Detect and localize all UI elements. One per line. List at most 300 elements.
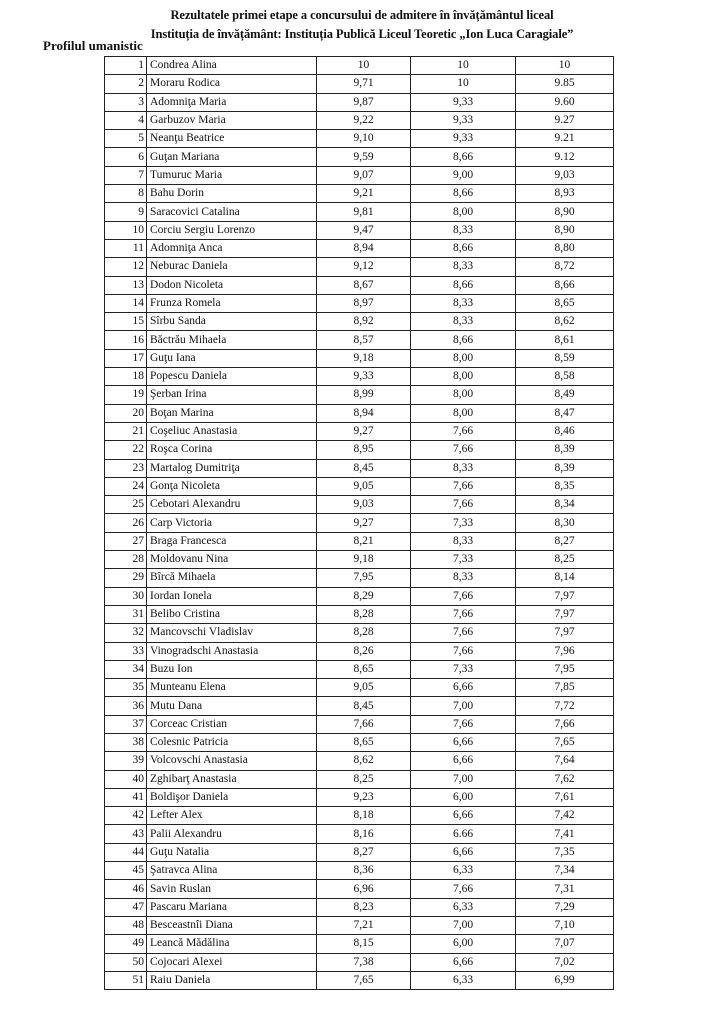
row-number: 2 bbox=[105, 75, 147, 93]
row-number: 5 bbox=[105, 130, 147, 148]
table-row bbox=[105, 368, 614, 386]
final-score: 7,10 bbox=[516, 916, 614, 934]
score-b: 6,33 bbox=[411, 898, 516, 916]
final-score: 8,34 bbox=[516, 496, 614, 514]
score-b: 8,00 bbox=[411, 404, 516, 422]
candidate-name: Guţu Iana bbox=[147, 349, 317, 367]
candidate-name: Palii Alexandru bbox=[147, 825, 317, 843]
candidate-name: Frunza Romela bbox=[147, 294, 317, 312]
score-b: 6,00 bbox=[411, 935, 516, 953]
candidate-name: Cebotari Alexandru bbox=[147, 496, 317, 514]
score-b: 7,66 bbox=[411, 587, 516, 605]
final-score: 7,35 bbox=[516, 843, 614, 861]
score-a: 9,71 bbox=[317, 75, 411, 93]
score-b: 7,66 bbox=[411, 715, 516, 733]
score-b: 7,66 bbox=[411, 642, 516, 660]
final-score: 8,90 bbox=[516, 203, 614, 221]
table-row bbox=[105, 733, 614, 751]
score-b: 9,00 bbox=[411, 166, 516, 184]
score-a: 8,21 bbox=[317, 532, 411, 550]
score-a: 10 bbox=[317, 57, 411, 75]
score-b: 6,66 bbox=[411, 807, 516, 825]
final-score: 8,49 bbox=[516, 386, 614, 404]
table-row bbox=[105, 185, 614, 203]
table-row bbox=[105, 624, 614, 642]
final-score: 8,25 bbox=[516, 551, 614, 569]
score-a: 8,57 bbox=[317, 331, 411, 349]
score-b: 8,00 bbox=[411, 203, 516, 221]
row-number: 32 bbox=[105, 624, 147, 642]
table-row bbox=[105, 605, 614, 623]
score-b: 8,33 bbox=[411, 459, 516, 477]
final-score: 7,31 bbox=[516, 880, 614, 898]
table-row bbox=[105, 294, 614, 312]
score-a: 8,67 bbox=[317, 276, 411, 294]
table-row bbox=[105, 807, 614, 825]
score-b: 8,66 bbox=[411, 331, 516, 349]
row-number: 10 bbox=[105, 221, 147, 239]
final-score: 7,34 bbox=[516, 862, 614, 880]
table-row bbox=[105, 532, 614, 550]
score-b: 7,66 bbox=[411, 477, 516, 495]
score-b: 6,66 bbox=[411, 843, 516, 861]
row-number: 8 bbox=[105, 185, 147, 203]
score-b: 10 bbox=[411, 57, 516, 75]
score-b: 7,66 bbox=[411, 624, 516, 642]
score-b: 8,33 bbox=[411, 258, 516, 276]
score-b: 7,66 bbox=[411, 605, 516, 623]
score-b: 7,00 bbox=[411, 770, 516, 788]
score-b: 8,00 bbox=[411, 386, 516, 404]
score-a: 8,94 bbox=[317, 404, 411, 422]
candidate-name: Guţan Mariana bbox=[147, 148, 317, 166]
candidate-name: Roşca Corina bbox=[147, 441, 317, 459]
final-score: 7,07 bbox=[516, 935, 614, 953]
table-row bbox=[105, 862, 614, 880]
score-a: 8,94 bbox=[317, 239, 411, 257]
row-number: 20 bbox=[105, 404, 147, 422]
row-number: 15 bbox=[105, 313, 147, 331]
candidate-name: Dodon Nicoleta bbox=[147, 276, 317, 294]
table-row bbox=[105, 697, 614, 715]
candidate-name: Zghibarţ Anastasia bbox=[147, 770, 317, 788]
row-number: 11 bbox=[105, 239, 147, 257]
score-a: 8,28 bbox=[317, 605, 411, 623]
score-a: 9,87 bbox=[317, 93, 411, 111]
candidate-name: Bîrcă Mihaela bbox=[147, 569, 317, 587]
score-a: 8,45 bbox=[317, 459, 411, 477]
table-row bbox=[105, 825, 614, 843]
candidate-name: Vinogradschi Anastasia bbox=[147, 642, 317, 660]
score-a: 8,15 bbox=[317, 935, 411, 953]
final-score: 7,72 bbox=[516, 697, 614, 715]
score-a: 8,45 bbox=[317, 697, 411, 715]
candidate-name: Martalog Dumitriţa bbox=[147, 459, 317, 477]
table-row bbox=[105, 898, 614, 916]
table-row bbox=[105, 331, 614, 349]
final-score: 8,39 bbox=[516, 441, 614, 459]
score-a: 9,12 bbox=[317, 258, 411, 276]
candidate-name: Adomniţa Maria bbox=[147, 93, 317, 111]
institution-title: Instituția de învățământ: Instituția Publică Liceul Teoretic „Ion Luca Caragiale” bbox=[150, 27, 574, 41]
table-row bbox=[105, 514, 614, 532]
table-row bbox=[105, 770, 614, 788]
score-b: 8,33 bbox=[411, 294, 516, 312]
row-number: 14 bbox=[105, 294, 147, 312]
final-score: 8,90 bbox=[516, 221, 614, 239]
score-b: 7,66 bbox=[411, 441, 516, 459]
final-score: 8,39 bbox=[516, 459, 614, 477]
table-row bbox=[105, 953, 614, 971]
row-number: 17 bbox=[105, 349, 147, 367]
candidate-name: Pascaru Mariana bbox=[147, 898, 317, 916]
candidate-name: Cojocari Alexei bbox=[147, 953, 317, 971]
candidate-name: Coşeliuc Anastasia bbox=[147, 422, 317, 440]
profile-label: Profilul umanistic bbox=[43, 38, 143, 53]
candidate-name: Guţu Natalia bbox=[147, 843, 317, 861]
row-number: 40 bbox=[105, 770, 147, 788]
row-number: 21 bbox=[105, 422, 147, 440]
row-number: 7 bbox=[105, 166, 147, 184]
final-score: 10 bbox=[516, 57, 614, 75]
score-a: 8,18 bbox=[317, 807, 411, 825]
score-b: 7,00 bbox=[411, 916, 516, 934]
row-number: 26 bbox=[105, 514, 147, 532]
table-row bbox=[105, 935, 614, 953]
row-number: 44 bbox=[105, 843, 147, 861]
score-a: 8,29 bbox=[317, 587, 411, 605]
score-b: 7,66 bbox=[411, 880, 516, 898]
row-number: 28 bbox=[105, 551, 147, 569]
score-a: 7,65 bbox=[317, 971, 411, 989]
row-number: 50 bbox=[105, 953, 147, 971]
score-b: 8,33 bbox=[411, 569, 516, 587]
row-number: 36 bbox=[105, 697, 147, 715]
score-b: 9,33 bbox=[411, 93, 516, 111]
final-score: 7,65 bbox=[516, 733, 614, 751]
table-row bbox=[105, 715, 614, 733]
score-a: 8,92 bbox=[317, 313, 411, 331]
table-row bbox=[105, 75, 614, 93]
row-number: 24 bbox=[105, 477, 147, 495]
candidate-name: Besceastnîi Diana bbox=[147, 916, 317, 934]
row-number: 47 bbox=[105, 898, 147, 916]
table-row bbox=[105, 203, 614, 221]
score-b: 8,66 bbox=[411, 276, 516, 294]
candidate-name: Şatravca Alina bbox=[147, 862, 317, 880]
final-score: 8,72 bbox=[516, 258, 614, 276]
table-row bbox=[105, 551, 614, 569]
row-number: 39 bbox=[105, 752, 147, 770]
table-row bbox=[105, 386, 614, 404]
final-score: 9.85 bbox=[516, 75, 614, 93]
final-score: 9.27 bbox=[516, 111, 614, 129]
table-row bbox=[105, 57, 614, 75]
score-a: 9,05 bbox=[317, 679, 411, 697]
final-score: 7,96 bbox=[516, 642, 614, 660]
table-row bbox=[105, 422, 614, 440]
table-row bbox=[105, 239, 614, 257]
score-b: 7,33 bbox=[411, 514, 516, 532]
final-score: 8,14 bbox=[516, 569, 614, 587]
score-a: 9,33 bbox=[317, 368, 411, 386]
final-score: 7,85 bbox=[516, 679, 614, 697]
candidate-name: Moldovanu Nina bbox=[147, 551, 317, 569]
row-number: 4 bbox=[105, 111, 147, 129]
row-number: 13 bbox=[105, 276, 147, 294]
row-number: 19 bbox=[105, 386, 147, 404]
candidate-name: Condrea Alina bbox=[147, 57, 317, 75]
row-number: 35 bbox=[105, 679, 147, 697]
final-score: 7,66 bbox=[516, 715, 614, 733]
score-b: 8,66 bbox=[411, 148, 516, 166]
final-score: 7,97 bbox=[516, 605, 614, 623]
score-a: 8,23 bbox=[317, 898, 411, 916]
table-row bbox=[105, 788, 614, 806]
candidate-name: Corciu Sergiu Lorenzo bbox=[147, 221, 317, 239]
final-score: 7,62 bbox=[516, 770, 614, 788]
score-b: 10 bbox=[411, 75, 516, 93]
table-row bbox=[105, 166, 614, 184]
score-a: 7,95 bbox=[317, 569, 411, 587]
candidate-name: Buzu Ion bbox=[147, 660, 317, 678]
score-a: 9,21 bbox=[317, 185, 411, 203]
row-number: 3 bbox=[105, 93, 147, 111]
table-row bbox=[105, 660, 614, 678]
final-score: 8,66 bbox=[516, 276, 614, 294]
row-number: 30 bbox=[105, 587, 147, 605]
candidate-name: Belibo Cristina bbox=[147, 605, 317, 623]
row-number: 16 bbox=[105, 331, 147, 349]
candidate-name: Neanţu Beatrice bbox=[147, 130, 317, 148]
score-b: 7,00 bbox=[411, 697, 516, 715]
final-score: 6,99 bbox=[516, 971, 614, 989]
row-number: 27 bbox=[105, 532, 147, 550]
table-row bbox=[105, 441, 614, 459]
row-number: 6 bbox=[105, 148, 147, 166]
table-row bbox=[105, 880, 614, 898]
score-a: 8,27 bbox=[317, 843, 411, 861]
row-number: 43 bbox=[105, 825, 147, 843]
candidate-name: Bahu Dorin bbox=[147, 185, 317, 203]
table-row bbox=[105, 752, 614, 770]
row-number: 33 bbox=[105, 642, 147, 660]
final-score: 8,80 bbox=[516, 239, 614, 257]
table-row bbox=[105, 459, 614, 477]
candidate-name: Leancă Mădălina bbox=[147, 935, 317, 953]
table-row bbox=[105, 313, 614, 331]
candidate-name: Gonţa Nicoleta bbox=[147, 477, 317, 495]
score-a: 9,22 bbox=[317, 111, 411, 129]
table-row bbox=[105, 843, 614, 861]
score-a: 9,18 bbox=[317, 349, 411, 367]
score-a: 9,03 bbox=[317, 496, 411, 514]
table-row bbox=[105, 679, 614, 697]
table-row bbox=[105, 221, 614, 239]
row-number: 22 bbox=[105, 441, 147, 459]
score-b: 8,33 bbox=[411, 221, 516, 239]
final-score: 7,97 bbox=[516, 624, 614, 642]
score-b: 7,66 bbox=[411, 496, 516, 514]
candidate-name: Boldişor Daniela bbox=[147, 788, 317, 806]
final-score: 8,30 bbox=[516, 514, 614, 532]
table-row bbox=[105, 93, 614, 111]
score-b: 8,66 bbox=[411, 239, 516, 257]
candidate-name: Saracovici Catalina bbox=[147, 203, 317, 221]
score-a: 9,10 bbox=[317, 130, 411, 148]
final-score: 9.21 bbox=[516, 130, 614, 148]
candidate-name: Corceac Cristian bbox=[147, 715, 317, 733]
row-number: 48 bbox=[105, 916, 147, 934]
candidate-name: Sîrbu Sanda bbox=[147, 313, 317, 331]
candidate-name: Iordan Ionela bbox=[147, 587, 317, 605]
score-b: 6.66 bbox=[411, 825, 516, 843]
score-b: 7,33 bbox=[411, 551, 516, 569]
candidate-name: Boţan Marina bbox=[147, 404, 317, 422]
row-number: 1 bbox=[105, 57, 147, 75]
table-row bbox=[105, 258, 614, 276]
score-a: 9,07 bbox=[317, 166, 411, 184]
final-score: 8,58 bbox=[516, 368, 614, 386]
table-row bbox=[105, 971, 614, 989]
score-a: 8,36 bbox=[317, 862, 411, 880]
score-b: 6,66 bbox=[411, 953, 516, 971]
score-b: 6,66 bbox=[411, 733, 516, 751]
row-number: 37 bbox=[105, 715, 147, 733]
score-a: 9,18 bbox=[317, 551, 411, 569]
score-b: 6,66 bbox=[411, 679, 516, 697]
score-a: 9,27 bbox=[317, 422, 411, 440]
row-number: 23 bbox=[105, 459, 147, 477]
final-score: 8,62 bbox=[516, 313, 614, 331]
candidate-name: Lefter Alex bbox=[147, 807, 317, 825]
score-a: 8,62 bbox=[317, 752, 411, 770]
final-score: 7,64 bbox=[516, 752, 614, 770]
score-a: 9,81 bbox=[317, 203, 411, 221]
table-row bbox=[105, 349, 614, 367]
score-a: 6,96 bbox=[317, 880, 411, 898]
score-a: 8,65 bbox=[317, 660, 411, 678]
score-a: 9,59 bbox=[317, 148, 411, 166]
candidate-name: Volcovschi Anastasia bbox=[147, 752, 317, 770]
row-number: 42 bbox=[105, 807, 147, 825]
score-b: 8,66 bbox=[411, 185, 516, 203]
final-score: 8,35 bbox=[516, 477, 614, 495]
final-score: 7,42 bbox=[516, 807, 614, 825]
score-a: 8,95 bbox=[317, 441, 411, 459]
score-a: 9,27 bbox=[317, 514, 411, 532]
final-score: 9.12 bbox=[516, 148, 614, 166]
final-score: 9,03 bbox=[516, 166, 614, 184]
row-number: 49 bbox=[105, 935, 147, 953]
row-number: 46 bbox=[105, 880, 147, 898]
final-score: 8,65 bbox=[516, 294, 614, 312]
row-number: 31 bbox=[105, 605, 147, 623]
candidate-name: Garbuzov Maria bbox=[147, 111, 317, 129]
score-a: 8,26 bbox=[317, 642, 411, 660]
score-b: 8,00 bbox=[411, 349, 516, 367]
candidate-name: Braga Francesca bbox=[147, 532, 317, 550]
table-row bbox=[105, 111, 614, 129]
final-score: 7,29 bbox=[516, 898, 614, 916]
score-a: 7,38 bbox=[317, 953, 411, 971]
row-number: 29 bbox=[105, 569, 147, 587]
score-b: 6,66 bbox=[411, 752, 516, 770]
score-b: 6,00 bbox=[411, 788, 516, 806]
score-a: 9,23 bbox=[317, 788, 411, 806]
row-number: 38 bbox=[105, 733, 147, 751]
score-a: 7,66 bbox=[317, 715, 411, 733]
score-b: 9,33 bbox=[411, 111, 516, 129]
results-table bbox=[104, 56, 614, 990]
candidate-name: Carp Victoria bbox=[147, 514, 317, 532]
score-b: 9,33 bbox=[411, 130, 516, 148]
final-score: 7,02 bbox=[516, 953, 614, 971]
results-table-body bbox=[105, 57, 614, 990]
score-b: 6,33 bbox=[411, 862, 516, 880]
table-row bbox=[105, 916, 614, 934]
candidate-name: Munteanu Elena bbox=[147, 679, 317, 697]
final-score: 8,61 bbox=[516, 331, 614, 349]
score-b: 6,33 bbox=[411, 971, 516, 989]
candidate-name: Mancovschi Vladislav bbox=[147, 624, 317, 642]
candidate-name: Moraru Rodica bbox=[147, 75, 317, 93]
score-b: 7,33 bbox=[411, 660, 516, 678]
score-a: 8,99 bbox=[317, 386, 411, 404]
score-b: 8,00 bbox=[411, 368, 516, 386]
candidate-name: Adomniţa Anca bbox=[147, 239, 317, 257]
table-row bbox=[105, 477, 614, 495]
candidate-name: Colesnic Patricia bbox=[147, 733, 317, 751]
candidate-name: Popescu Daniela bbox=[147, 368, 317, 386]
final-score: 7,61 bbox=[516, 788, 614, 806]
row-number: 18 bbox=[105, 368, 147, 386]
score-a: 8,16 bbox=[317, 825, 411, 843]
row-number: 45 bbox=[105, 862, 147, 880]
score-b: 8,33 bbox=[411, 313, 516, 331]
candidate-name: Neburac Daniela bbox=[147, 258, 317, 276]
table-row bbox=[105, 642, 614, 660]
score-a: 8,28 bbox=[317, 624, 411, 642]
row-number: 34 bbox=[105, 660, 147, 678]
score-b: 8,33 bbox=[411, 532, 516, 550]
row-number: 12 bbox=[105, 258, 147, 276]
score-a: 8,25 bbox=[317, 770, 411, 788]
table-row bbox=[105, 148, 614, 166]
score-a: 8,97 bbox=[317, 294, 411, 312]
candidate-name: Tumuruc Maria bbox=[147, 166, 317, 184]
row-number: 51 bbox=[105, 971, 147, 989]
candidate-name: Mutu Dana bbox=[147, 697, 317, 715]
table-row bbox=[105, 276, 614, 294]
candidate-name: Savin Ruslan bbox=[147, 880, 317, 898]
final-score: 9.60 bbox=[516, 93, 614, 111]
score-a: 9,05 bbox=[317, 477, 411, 495]
candidate-name: Şerban Irina bbox=[147, 386, 317, 404]
final-score: 7,41 bbox=[516, 825, 614, 843]
document-title: Rezultatele primei etape a concursului de admitere în învățământul liceal bbox=[170, 8, 554, 22]
table-row bbox=[105, 587, 614, 605]
row-number: 25 bbox=[105, 496, 147, 514]
table-row bbox=[105, 569, 614, 587]
score-a: 9,47 bbox=[317, 221, 411, 239]
final-score: 8,27 bbox=[516, 532, 614, 550]
final-score: 8,59 bbox=[516, 349, 614, 367]
final-score: 8,46 bbox=[516, 422, 614, 440]
row-number: 9 bbox=[105, 203, 147, 221]
candidate-name: Băctrău Mihaela bbox=[147, 331, 317, 349]
final-score: 7,95 bbox=[516, 660, 614, 678]
